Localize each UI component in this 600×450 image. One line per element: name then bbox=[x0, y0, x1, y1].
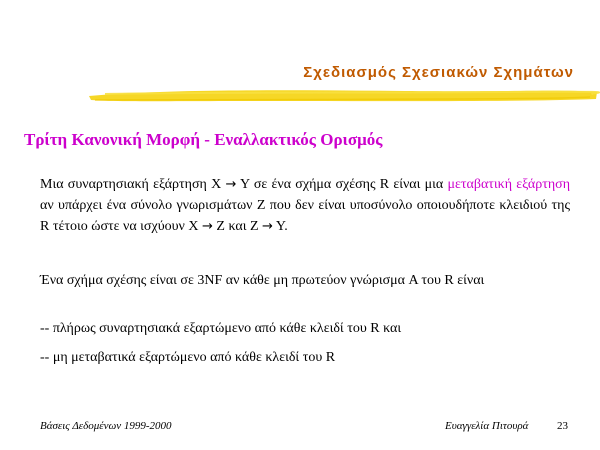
section-title: Τρίτη Κανονική Μορφή - Εναλλακτικός Ορισμός bbox=[24, 130, 383, 149]
definition-text-2: Y σε ένα σχήμα σχέσης R είναι μια bbox=[236, 177, 448, 192]
page-number: 23 bbox=[557, 420, 568, 432]
condition-line: -- μη μεταβατικά εξαρτώμενο από κάθε κλειδί του R bbox=[40, 350, 336, 365]
definition-text-5: Y. bbox=[272, 219, 288, 234]
definition-text-1: Μια συναρτησιακή εξάρτηση X bbox=[40, 177, 226, 192]
footer-course: Βάσεις Δεδομένων 1999-2000 bbox=[40, 420, 172, 432]
transitive-dependency-term: μεταβατική εξάρτηση bbox=[447, 177, 571, 192]
arrow-symbol: → bbox=[262, 219, 273, 234]
footer-author: Ευαγγελία Πιτουρά bbox=[445, 420, 529, 432]
definition-paragraph bbox=[40, 174, 570, 237]
slide-header-title: Σχεδιασμός Σχεσιακών Σχημάτων bbox=[303, 64, 574, 81]
3nf-paragraph: Ένα σχήμα σχέσης είναι σε 3NF αν κάθε μη πρωτεύον γνώρισμα A του R είναι bbox=[40, 273, 485, 288]
condition-line: -- πλήρως συναρτησιακά εξαρτώμενο από κάθε κλειδί του R και bbox=[40, 321, 402, 336]
arrow-symbol: → bbox=[225, 177, 237, 192]
yellow-brush-stroke bbox=[85, 84, 600, 106]
arrow-symbol: → bbox=[202, 219, 213, 234]
definition-text-3: αν υπάρχει ένα σύνολο γνωρισμάτων Z που δεν είναι υποσύνολο οποιουδήποτε κλειδιού της R τέτοιο ώστε να ισχύουν X bbox=[40, 198, 570, 234]
definition-text-4: Z και Z bbox=[212, 219, 263, 234]
